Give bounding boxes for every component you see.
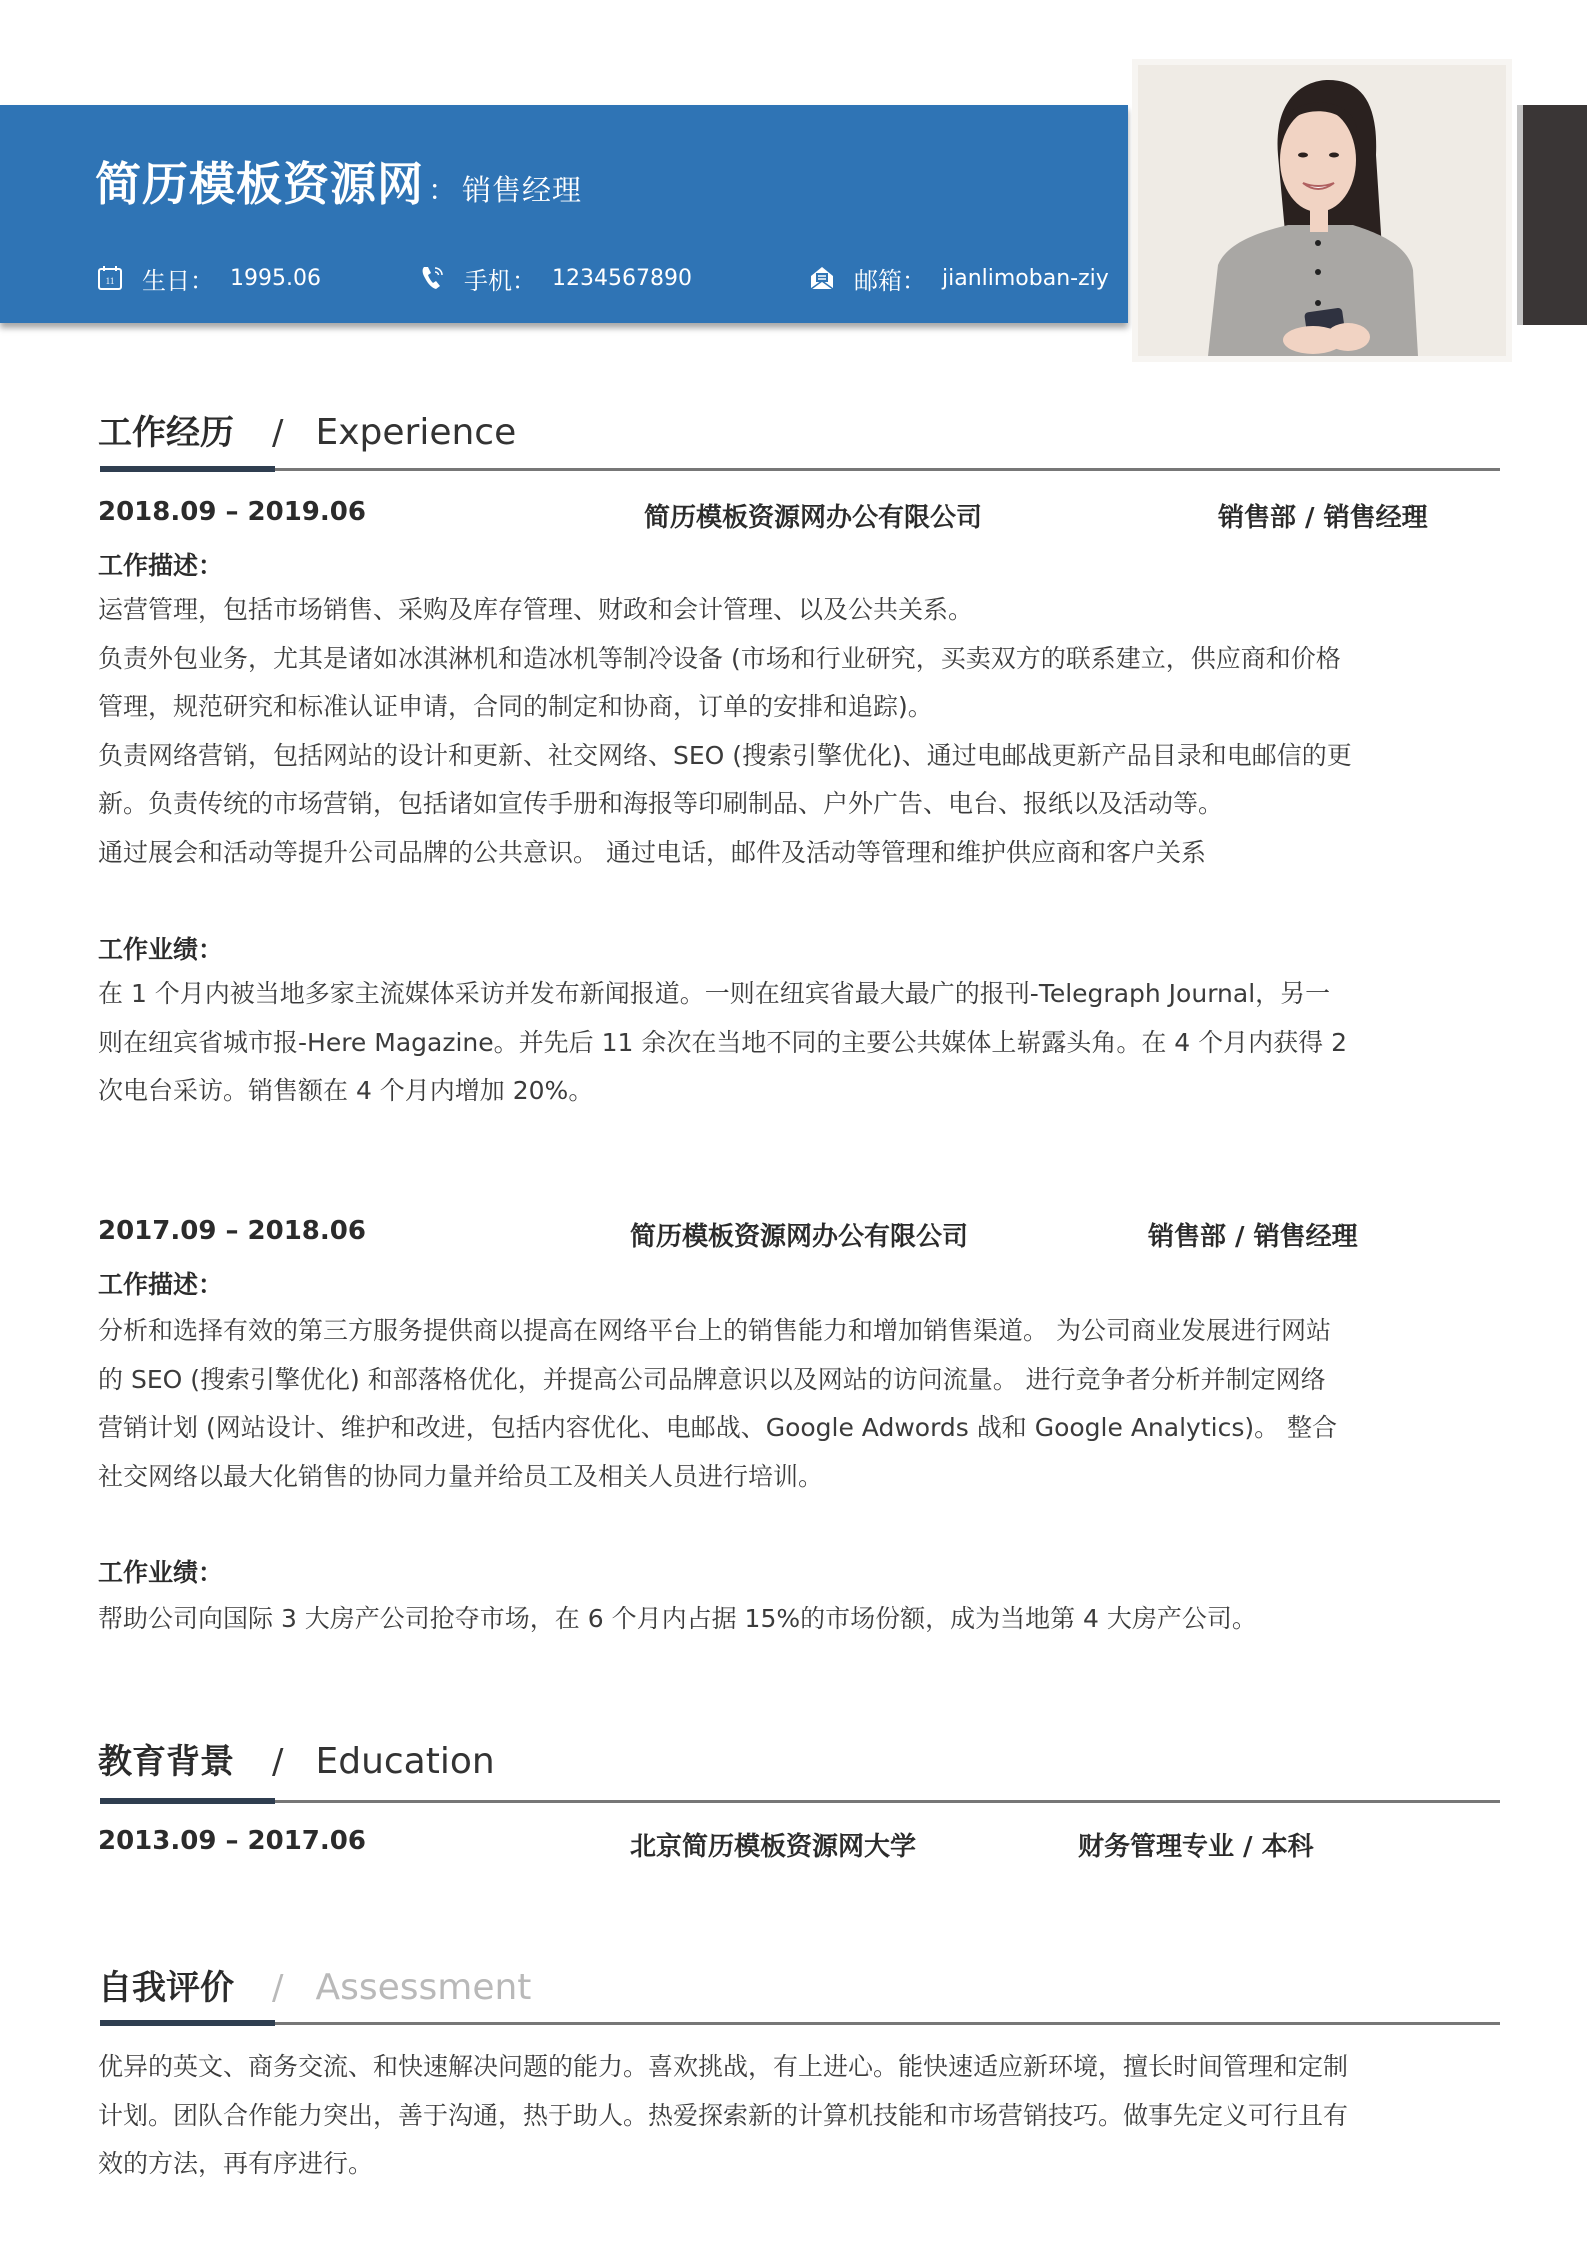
email-value: jianlimoban-ziy [942, 265, 1109, 291]
assessment-line: 计划。团队合作能力突出，善于沟通，热于助人。热爱探索新的计算机技能和市场营销技巧。做事先定义可行且有 [98, 2100, 1349, 2130]
contact-birthday [96, 258, 321, 298]
assessment-line: 优异的英文、商务交流、和快速解决问题的能力。喜欢挑战，有上进心。能快速适应新环境，擅长时间管理和定制 [98, 2052, 1349, 2081]
phone-label: 手机： [464, 266, 536, 295]
phone-icon [418, 264, 446, 292]
section-title-en: Experience [315, 412, 517, 453]
job-desc [98, 586, 1498, 877]
birthday-value: 1995.06 [230, 265, 321, 291]
job-title: 销售经理 [462, 173, 583, 207]
job-result [98, 1595, 1498, 1644]
section-title-en: Assessment [315, 1967, 532, 2008]
title-slash: / [272, 413, 284, 453]
edu-degree: 财务管理专业 / 本科 [1078, 1832, 1314, 1862]
section-title-cn: 工作经历 [98, 413, 234, 453]
desc-line: 通过展会和活动等提升公司品牌的公共意识。 通过电话，邮件及活动等管理和维护供应商和客户关系 [98, 837, 1206, 867]
divider-accent [100, 1798, 275, 1804]
result-line: 在 1 个月内被当地多家主流媒体采访并发布新闻报道。一则在纽宾省最大最广的报刊-Telegraph Journal，另一 [98, 979, 1331, 1008]
job-desc [98, 1307, 1498, 1501]
section-title-assessment [98, 1960, 531, 2009]
desc-line: 运营管理，包括市场销售、采购及库存管理、财政和会计管理、以及公共关系。 [98, 595, 974, 624]
title-slash: / [272, 1742, 284, 1782]
desc-line: 的 SEO (搜索引擎优化) 和部落格优化，并提高公司品牌意识以及网站的访问流量。 进行竞争者分析并制定网络 [98, 1364, 1326, 1394]
job-result [98, 970, 1498, 1116]
desc-line: 负责外包业务，尤其是诸如冰淇淋机和造冰机等制冷设备 (市场和行业研究，买卖双方的联系建立，供应商和价格 [98, 643, 1341, 673]
job-result-label: 工作业绩： [98, 935, 224, 964]
name-text: 简历模板资源网 [95, 157, 424, 211]
job-position: 销售部 / 销售经理 [1148, 1222, 1358, 1252]
desc-line: 分析和选择有效的第三方服务提供商以提高在网络平台上的销售能力和增加销售渠道。 为公司商业发展进行网站 [98, 1316, 1331, 1345]
email-icon [808, 264, 836, 292]
contact-phone [418, 258, 692, 298]
section-divider [100, 1800, 1500, 1803]
section-title-education [98, 1734, 495, 1783]
email-label: 邮箱： [854, 266, 926, 295]
job-company: 简历模板资源网办公有限公司 [630, 1222, 969, 1252]
job-period: 2018.09 – 2019.06 [98, 497, 366, 527]
desc-line: 新。负责传统的市场营销，包括诸如宣传手册和海报等印刷制品、户外广告、电台、报纸以及活动等。 [98, 789, 1224, 818]
result-line: 帮助公司向国际 3 大房产公司抢夺市场，在 6 个月内占据 15%的市场份额，成为当地第 4 大房产公司。 [98, 1604, 1257, 1633]
desc-line: 社交网络以最大化销售的协同力量并给员工及相关人员进行培训。 [98, 1461, 824, 1491]
job-company: 简历模板资源网办公有限公司 [644, 503, 983, 533]
job-desc-label: 工作描述： [98, 551, 224, 580]
section-title-cn: 自我评价 [98, 1968, 234, 2008]
decorative-side-bar [1517, 105, 1587, 325]
person-portrait-icon [1138, 65, 1506, 356]
job-position: 销售部 / 销售经理 [1218, 503, 1428, 533]
job-desc-label: 工作描述： [98, 1270, 224, 1299]
result-line: 次电台采访。销售额在 4 个月内增加 20%。 [98, 1076, 594, 1105]
desc-line: 管理，规范研究和标准认证申请，合同的制定和协商，订单的安排和追踪)。 [98, 692, 933, 721]
birthday-label: 生日： [142, 266, 214, 295]
role-separator: ： [428, 173, 459, 207]
edu-school: 北京简历模板资源网大学 [630, 1832, 917, 1862]
svg-text:11: 11 [105, 276, 115, 286]
section-title-cn: 教育背景 [98, 1742, 234, 1782]
section-title-experience [98, 405, 516, 454]
divider-accent [100, 466, 275, 472]
edu-period: 2013.09 – 2017.06 [98, 1826, 366, 1856]
desc-line: 负责网络营销，包括网站的设计和更新、社交网络、SEO (搜索引擎优化)、通过电邮战更新产品目录和电邮信的更 [98, 740, 1352, 770]
title-slash: / [272, 1968, 284, 2008]
result-line: 则在纽宾省城市报-Here Magazine。并先后 11 余次在当地不同的主要公共媒体上崭露头角。在 4 个月内获得 2 [98, 1027, 1347, 1057]
contact-email [808, 258, 1109, 298]
phone-value: 1234567890 [552, 265, 692, 291]
section-divider [100, 2022, 1500, 2025]
desc-line: 营销计划 (网站设计、维护和改进，包括内容优化、电邮战、Google Adwords 战和 Google Analytics)。 整合 [98, 1413, 1338, 1442]
candidate-name [95, 148, 582, 214]
divider-accent [100, 2020, 275, 2026]
calendar-icon [96, 264, 124, 292]
job-result-label: 工作业绩： [98, 1558, 224, 1587]
assessment-line: 效的方法，再有序进行。 [98, 2149, 374, 2178]
profile-photo [1138, 65, 1506, 356]
section-title-en: Education [315, 1741, 495, 1782]
section-divider [100, 468, 1500, 471]
assessment-text [98, 2043, 1498, 2189]
job-period: 2017.09 – 2018.06 [98, 1216, 366, 1246]
